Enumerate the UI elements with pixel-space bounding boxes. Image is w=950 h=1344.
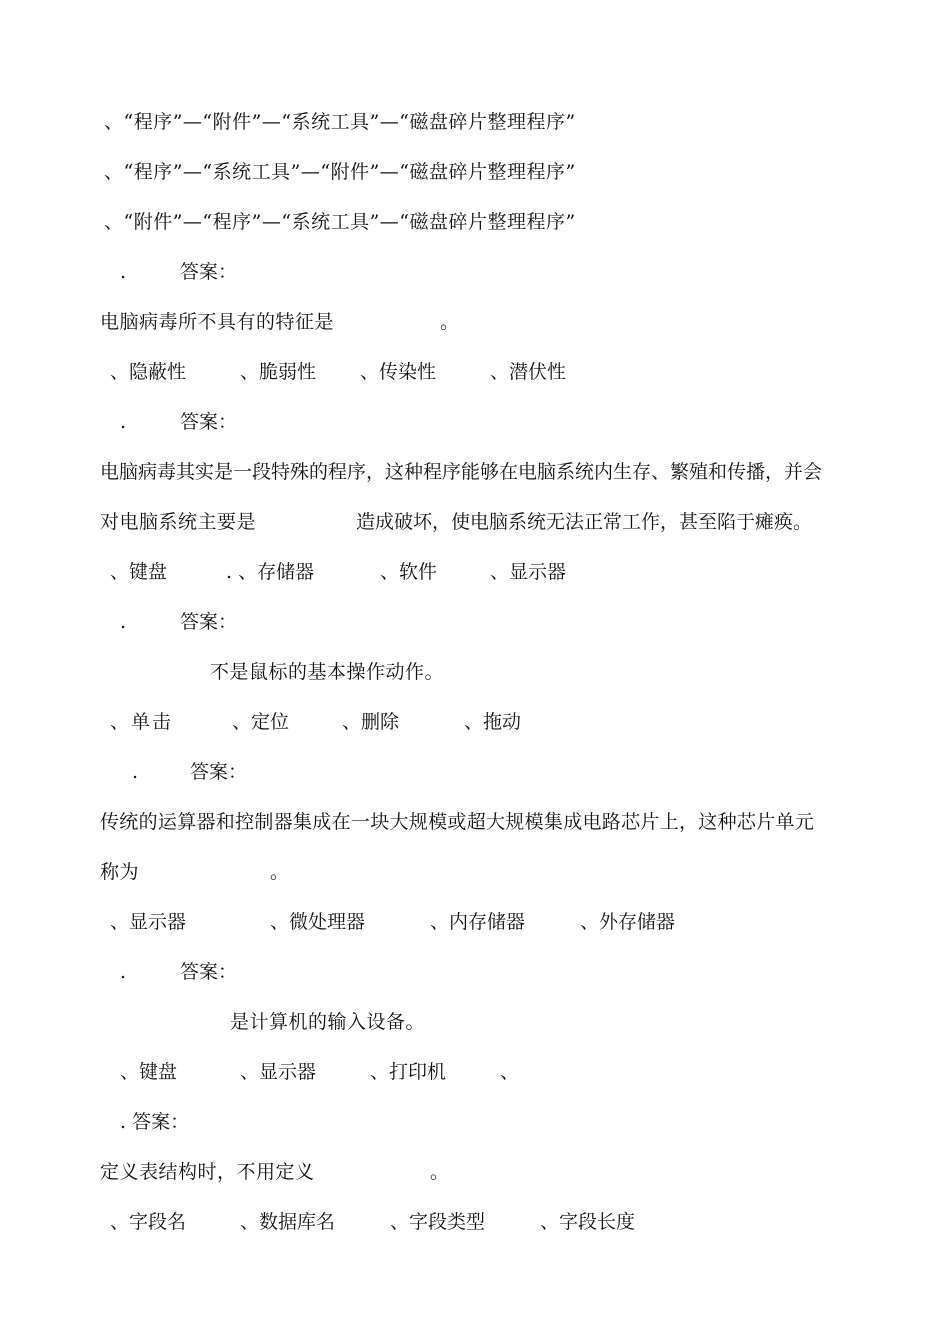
question-text: 称为	[100, 861, 140, 883]
answer-dot: .	[120, 611, 127, 633]
option-a: 、隐蔽性	[110, 361, 187, 383]
question-text: 是计算机的输入设备。	[230, 1011, 426, 1033]
option-c: 、打印机	[370, 1061, 447, 1083]
answer-dot: .	[120, 961, 127, 983]
question-text: 电脑病毒所不具有的特征是	[100, 311, 335, 333]
option-b: 、显示器	[240, 1061, 317, 1083]
answer-label: 答案：	[180, 411, 238, 433]
option-b: 、定位	[232, 711, 290, 733]
option-b: 、微处理器	[270, 911, 366, 933]
option-b: . 、存储器	[226, 561, 315, 583]
option-d: 、潜伏性	[490, 361, 567, 383]
option-a: 、显示器	[110, 911, 187, 933]
option-a: 、单击	[110, 711, 174, 733]
answer-dot: .	[120, 261, 127, 283]
question-text: 电脑病毒其实是一段特殊的程序，这种程序能够在电脑系统内生存、繁殖和传播，并会	[100, 461, 823, 483]
option-d: 、字段长度	[540, 1211, 636, 1233]
answer-dot: .	[120, 411, 127, 433]
option-c: 、字段类型	[390, 1211, 486, 1233]
option-c: 、软件	[380, 561, 438, 583]
question-end: 。	[270, 861, 290, 883]
option-b: 、脆弱性	[240, 361, 317, 383]
option-d: 、拖动	[464, 711, 522, 733]
option-c: 、传染性	[360, 361, 437, 383]
option-line: 、“程序”—“系统工具”—“附件”—“磁盘碎片整理程序”	[104, 161, 576, 183]
option-a: 、字段名	[110, 1211, 187, 1233]
question-text: 造成破坏，使电脑系统无法正常工作，甚至陷于瘫痪。	[356, 511, 813, 533]
option-b: 、数据库名	[240, 1211, 336, 1233]
answer-label: 答案：	[190, 761, 248, 783]
option-a: 、键盘	[110, 561, 168, 583]
option-line: 、“附件”—“程序”—“系统工具”—“磁盘碎片整理程序”	[104, 211, 576, 233]
question-text: 不是鼠标的基本操作动作。	[210, 661, 445, 683]
answer-label: 答案：	[180, 961, 238, 983]
option-line: 、“程序”—“附件”—“系统工具”—“磁盘碎片整理程序”	[104, 111, 576, 133]
question-end: 。	[440, 311, 460, 333]
option-d: 、	[500, 1061, 520, 1083]
question-text: 对电脑系统主要是	[100, 511, 257, 533]
question-text: 定义表结构时，不用定义	[100, 1161, 315, 1183]
question-end: 。	[430, 1161, 450, 1183]
answer-dot: .	[132, 761, 139, 783]
option-d: 、外存储器	[580, 911, 676, 933]
answer-label: 答案：	[180, 261, 238, 283]
option-d: 、显示器	[490, 561, 567, 583]
answer-label: . 答案：	[120, 1111, 190, 1133]
option-c: 、内存储器	[430, 911, 526, 933]
answer-label: 答案：	[180, 611, 238, 633]
option-a: 、键盘	[120, 1061, 178, 1083]
option-c: 、删除	[342, 711, 400, 733]
question-text: 传统的运算器和控制器集成在一块大规模或超大规模集成电路芯片上，这种芯片单元	[100, 811, 815, 833]
